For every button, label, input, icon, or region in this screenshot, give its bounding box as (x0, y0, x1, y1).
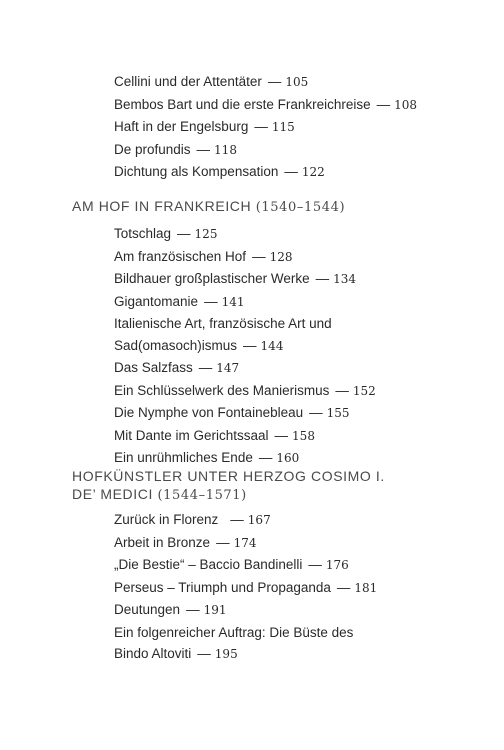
entry-title: Totschlag (114, 226, 172, 241)
entry-dash: — (336, 579, 351, 595)
entry-title: Ein folgenreicher Auftrag: Die Büste des (114, 624, 354, 640)
section-heading[interactable] (72, 197, 472, 217)
entry-page-number: 167 (247, 513, 271, 527)
entry-title: Dichtung als Kompensation (114, 164, 279, 179)
toc-entry-list (0, 509, 504, 666)
toc-entry[interactable] (114, 94, 474, 117)
section-heading[interactable] (72, 467, 472, 505)
entry-title: Italienische Art, französische Art und (114, 316, 332, 331)
entry-page-number: 105 (285, 75, 309, 89)
entry-title: Perseus – Triumph und Propaganda (114, 579, 331, 595)
entry-dash: — (315, 271, 330, 286)
entry-page-number: 134 (333, 272, 356, 286)
entry-page-number: 155 (326, 406, 350, 420)
entry-dash: — (243, 337, 257, 353)
entry-title: Ein unrühmliches Ende (114, 450, 253, 465)
entry-title: Mit Dante im Gerichtssaal (114, 427, 269, 443)
entry-page-number: 128 (269, 249, 293, 264)
entry-dash: — (186, 602, 200, 617)
entry-dash: — (258, 450, 273, 465)
toc-entry[interactable] (114, 402, 474, 425)
entry-dash: — (216, 534, 230, 550)
entry-title: De profundis (114, 141, 191, 157)
toc-section-frankreich (0, 197, 504, 470)
toc-section-cosimo (0, 467, 504, 666)
entry-dash: — (197, 646, 211, 661)
toc-entry-list (0, 223, 504, 470)
entry-title-continuation: Sad(omasoch)ismus (114, 337, 238, 353)
entry-title: Arbeit in Bronze (114, 534, 211, 550)
entry-dash: — (267, 74, 282, 89)
entry-dash: — (204, 293, 218, 309)
section-heading-dates: (1540–1544) (255, 200, 346, 215)
entry-title-continuation: Bindo Altoviti (114, 646, 192, 661)
entry-page-number: 152 (352, 383, 376, 398)
toc-entry[interactable] (114, 622, 474, 666)
toc-entry[interactable] (114, 116, 474, 139)
entry-page-number: 195 (214, 647, 238, 661)
entry-dash: — (196, 141, 211, 157)
entry-page-number: 125 (194, 227, 218, 241)
toc-entry[interactable] (114, 554, 474, 577)
toc-entry[interactable] (114, 509, 474, 532)
toc-entry[interactable] (114, 599, 474, 622)
section-heading-title-continuation: DE’ MEDICI (72, 486, 153, 502)
entry-dash: — (376, 96, 391, 112)
toc-entry[interactable] (114, 425, 474, 448)
entry-dash: — (335, 382, 349, 398)
entry-page-number: 160 (276, 451, 300, 465)
entry-dash: — (252, 248, 266, 264)
toc-entry[interactable] (114, 313, 474, 357)
entry-title: Zurück in Florenz (114, 512, 219, 527)
toc-entry[interactable] (114, 268, 474, 291)
section-heading-title: HOFKÜNSTLER UNTER HERZOG COSIMO I. (72, 468, 385, 484)
entry-title: Haft in der Engelsburg (114, 119, 249, 134)
entry-title: Bembos Bart und die erste Frankreichreise (114, 96, 371, 112)
entry-title: Cellini und der Attentäter (114, 74, 262, 89)
toc-entry[interactable] (114, 161, 474, 184)
toc-entry[interactable] (114, 223, 474, 246)
entry-page-number: 181 (354, 580, 378, 595)
toc-entry[interactable] (114, 577, 474, 600)
toc-entry[interactable] (114, 532, 474, 555)
entry-dash: — (254, 119, 268, 134)
entry-title: Gigantomanie (114, 293, 199, 309)
entry-dash: — (309, 405, 323, 420)
toc-entry-list (0, 71, 504, 184)
entry-dash: — (308, 557, 322, 572)
entry-page-number: 158 (292, 428, 315, 443)
entry-dash: — (284, 164, 298, 179)
entry-page-number: 176 (325, 558, 349, 572)
entry-title: „Die Bestie“ – Baccio Bandinelli (114, 557, 303, 572)
entry-dash: — (274, 427, 289, 443)
toc-entry[interactable] (114, 357, 474, 380)
toc-entry[interactable] (114, 139, 474, 162)
toc-entry[interactable] (114, 291, 474, 314)
entry-dash: — (230, 512, 244, 527)
entry-dash: — (177, 226, 191, 241)
toc-section-continued (0, 71, 504, 184)
entry-page-number: 144 (260, 338, 284, 353)
entry-page-number: 118 (214, 142, 237, 157)
section-heading-title: AM HOF IN FRANKREICH (72, 198, 252, 214)
entry-page-number: 147 (216, 361, 240, 375)
entry-title: Bildhauer großplastischer Werke (114, 271, 310, 286)
entry-page-number: 108 (394, 97, 418, 112)
entry-title: Am französischen Hof (114, 248, 247, 264)
toc-entry[interactable] (114, 71, 474, 94)
entry-title: Ein Schlüsselwerk des Manierismus (114, 382, 330, 398)
entry-title: Das Salzfass (114, 360, 193, 375)
toc-entry[interactable] (114, 246, 474, 269)
entry-page-number: 115 (271, 120, 295, 134)
entry-page-number: 141 (221, 294, 245, 309)
toc-entry[interactable] (114, 380, 474, 403)
entry-page-number: 191 (203, 603, 227, 617)
section-heading-dates: (1544–1571) (157, 488, 247, 503)
entry-title: Die Nymphe von Fontainebleau (114, 405, 304, 420)
entry-dash: — (198, 360, 213, 375)
entry-page-number: 122 (301, 165, 325, 179)
entry-page-number: 174 (233, 535, 257, 550)
entry-title: Deutungen (114, 602, 181, 617)
